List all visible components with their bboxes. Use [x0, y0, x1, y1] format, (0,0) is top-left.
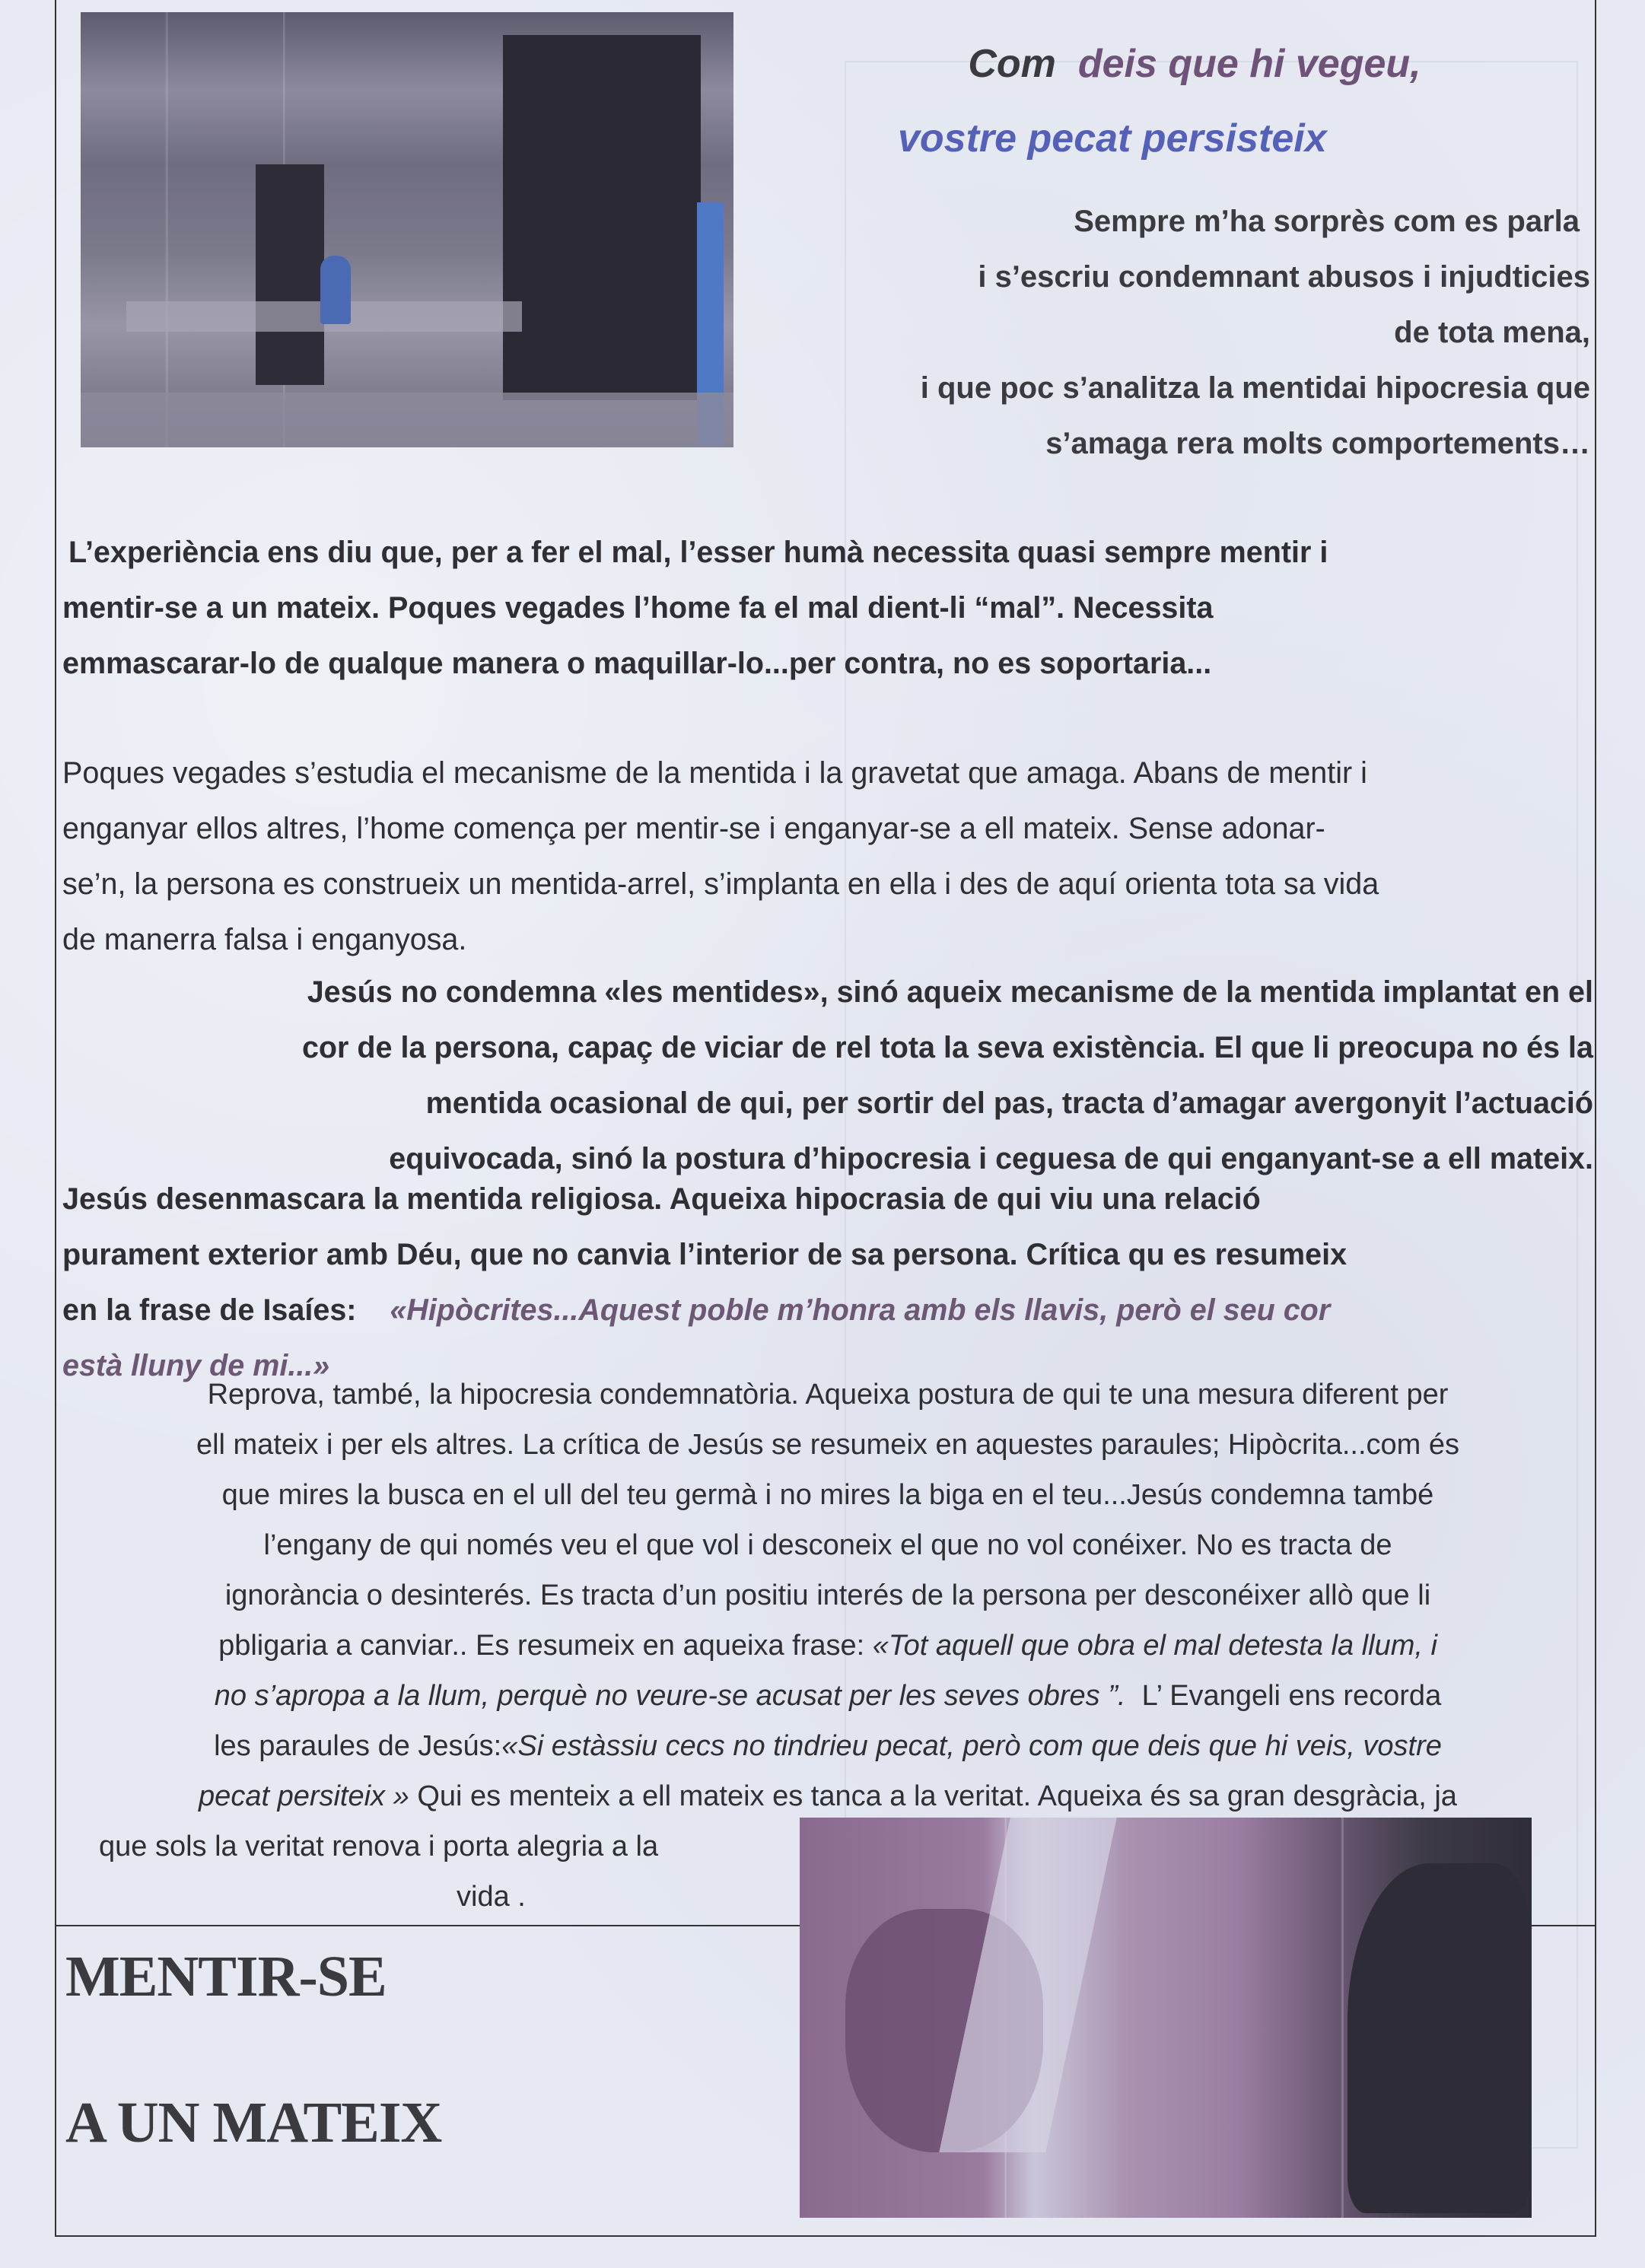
section-title-line-2: A UN MATEIX [65, 2091, 442, 2155]
isaiah-quote-end: està lluny de mi...» [62, 1349, 330, 1382]
text-line: que mires la busca en el ull del teu germà i no mires la biga en el teu...Jesús condemna també [221, 1479, 1434, 1511]
text-line: equivocada, sinó la postura d’hipocresia i ceguesa de qui enganyant-se a ell mateix. [389, 1142, 1593, 1175]
text-line [62, 1671, 1593, 1721]
intro-line: Sempre m’ha sorprès com es parla [1074, 205, 1580, 238]
paragraph-jesus-condemns [62, 965, 1593, 1187]
intro-paragraph [791, 194, 1590, 472]
text-line: ignorància o desinterés. Es tracta d’un positiu interés de la persona per desconéixer allò que li [224, 1579, 1431, 1611]
title-phrase: deis que hi vegeu, [1077, 42, 1421, 86]
text-line [62, 1771, 1593, 1821]
title-line-2: vostre pecat persisteix [898, 116, 1327, 161]
text-line: purament exterior amb Déu, que no canvia l’interior de sa persona. Crítica qu es resumeix [62, 1238, 1348, 1271]
ground-shape [81, 393, 733, 447]
illustration-temple-scene [81, 12, 733, 447]
intro-line: i s’escriu condemnant abusos i injudticies [978, 260, 1590, 294]
text-line: cor de la persona, capaç de viciar de rel tota la seva existència. El que li preocupa no és la [301, 1031, 1593, 1064]
figure-shape [320, 256, 351, 324]
text-line: mentida ocasional de qui, per sortir del pas, tracta d’amagar avergonyit l’actuació [425, 1086, 1593, 1120]
text-line: que sols la veritat renova i porta alegria a la [99, 1831, 659, 1862]
title-line-1 [883, 44, 1507, 84]
text-span: pbligaria a canviar.. Es resumeix en aqueixa frase: [218, 1630, 865, 1662]
gospel-quote: no s’apropa a la llum, perquè no veure-se acusat per les seves obres ”. [214, 1680, 1126, 1712]
paragraph-condemnatory-hypocrisy [62, 1369, 1593, 1922]
title-word-com: Com [968, 42, 1056, 86]
paragraph-mechanism [62, 746, 1593, 968]
intro-line: i que poc s’analitza la mentidai hipocresia que [920, 371, 1590, 405]
text-line [62, 1621, 1593, 1671]
paragraph-religious-lie [62, 1172, 1593, 1394]
text-line: ell mateix i per els altres. La crítica de Jesús se resumeix en aquestes paraules; Hipòcrita...com és [196, 1429, 1460, 1461]
text-line: vida . [457, 1881, 526, 1913]
text-line: L’experiència ens diu que, per a fer el mal, l’esser humà necessita quasi sempre mentir i [68, 536, 1328, 569]
text-line: mentir-se a un mateix. Poques vegades l’home fa el mal dient-li “mal”. Necessita [62, 591, 1214, 625]
text-line: enganyar ellos altres, l’home comença per mentir-se i enganyar-se a ell mateix. Sense adonar- [62, 812, 1325, 845]
page-title [837, 42, 1507, 161]
intro-line: de tota mena, [1394, 316, 1590, 349]
intro-line: s’amaga rera molts comportements… [1045, 427, 1590, 460]
text-span: les paraules de Jesús: [214, 1730, 502, 1762]
text-line: se’n, la persona es construeix un mentida-arrel, s’implanta en ella i des de aquí orienta tota sa vida [62, 867, 1379, 901]
text-line: Reprova, també, la hipocresia condemnatòria. Aqueixa postura de qui te una mesura diferent per [207, 1379, 1449, 1411]
text-line [62, 1721, 1593, 1771]
isaiah-quote: «Hipòcrites...Aquest poble m’honra amb els llavis, però el seu cor [390, 1293, 1331, 1327]
text-line [62, 1283, 1593, 1338]
text-line: l’engany de qui només veu el que vol i desconeix el que no vol conéixer. No es tracta de [263, 1529, 1392, 1561]
text-span: L’ Evangeli ens recorda [1141, 1680, 1442, 1712]
text-line: Jesús desenmascara la mentida religiosa. Aqueixa hipocrasia de qui viu una relació [62, 1182, 1261, 1216]
text-span: Qui es menteix a ell mateix es tanca a la veritat. Aqueixa és sa gran desgràcia, ja [417, 1780, 1457, 1812]
jesus-quote: «Si estàssiu cecs no tindrieu pecat, però com que deis que hi veis, vostre [501, 1730, 1442, 1762]
gospel-quote: «Tot aquell que obra el mal detesta la llum, i [872, 1630, 1437, 1662]
doorway-shape [256, 164, 324, 385]
text-line: Poques vegades s’estudia el mecanisme de la mentida i la gravetat que amaga. Abans de mentir i [62, 756, 1367, 790]
jesus-quote-end: pecat persiteix » [199, 1780, 409, 1812]
text-line: emmascarar-lo de qualque manera o maquillar-lo...per contra, no es soportaria... [62, 647, 1212, 680]
text-line: de manerra falsa i enganyosa. [62, 923, 467, 956]
doorway-shape [503, 35, 701, 400]
paragraph-experience [62, 525, 1593, 692]
section-title-line-1: MENTIR-SE [65, 1945, 387, 2009]
text-line: Jesús no condemna «les mentides», sinó aqueix mecanisme de la mentida implantat en el [307, 975, 1593, 1009]
text-span: en la frase de Isaíes: [62, 1293, 357, 1327]
